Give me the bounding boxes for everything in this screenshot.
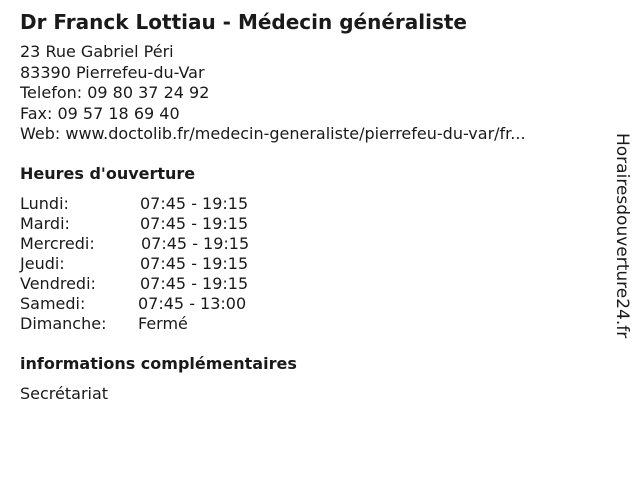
hours-value: Fermé: [138, 314, 188, 333]
day-label: Jeudi:: [20, 254, 65, 273]
opening-hours-heading: Heures d'ouverture: [20, 164, 196, 183]
hours-value: 07:45 - 13:00: [138, 294, 247, 313]
phone-number: Telefon: 09 80 37 24 92: [20, 83, 210, 102]
fax-number: Fax: 09 57 18 69 40: [20, 103, 180, 123]
day-label: Vendredi:: [20, 274, 96, 293]
day-label: Mercredi:: [20, 234, 95, 253]
hours-value: 07:45 - 19:15: [141, 234, 250, 253]
hours-value: 07:45 - 19:15: [140, 214, 249, 233]
day-label: Lundi:: [20, 194, 69, 213]
hours-value: 07:45 - 19:15: [140, 194, 249, 213]
day-label: Dimanche:: [20, 314, 107, 333]
website-link[interactable]: Web: www.doctolib.fr/medecin-generaliste/pierrefeu-du-var/fr...: [20, 124, 526, 143]
page-title: Dr Franck Lottiau - Médecin généraliste: [20, 10, 467, 34]
contact-block: [20, 42, 526, 145]
additional-info-heading: informations complémentaires: [20, 354, 297, 373]
hours-value: 07:45 - 19:15: [140, 274, 249, 293]
city-postal: 83390 Pierrefeu-du-Var: [20, 62, 205, 82]
street-address: 23 Rue Gabriel Péri: [20, 42, 174, 61]
additional-info-text: Secrétariat: [20, 384, 109, 403]
hours-value: 07:45 - 19:15: [140, 254, 249, 273]
day-label: Mardi:: [20, 214, 70, 233]
site-watermark: [610, 133, 634, 373]
watermark-text: Horairesdouverture24.fr: [612, 133, 632, 339]
day-label: Samedi:: [20, 294, 86, 313]
